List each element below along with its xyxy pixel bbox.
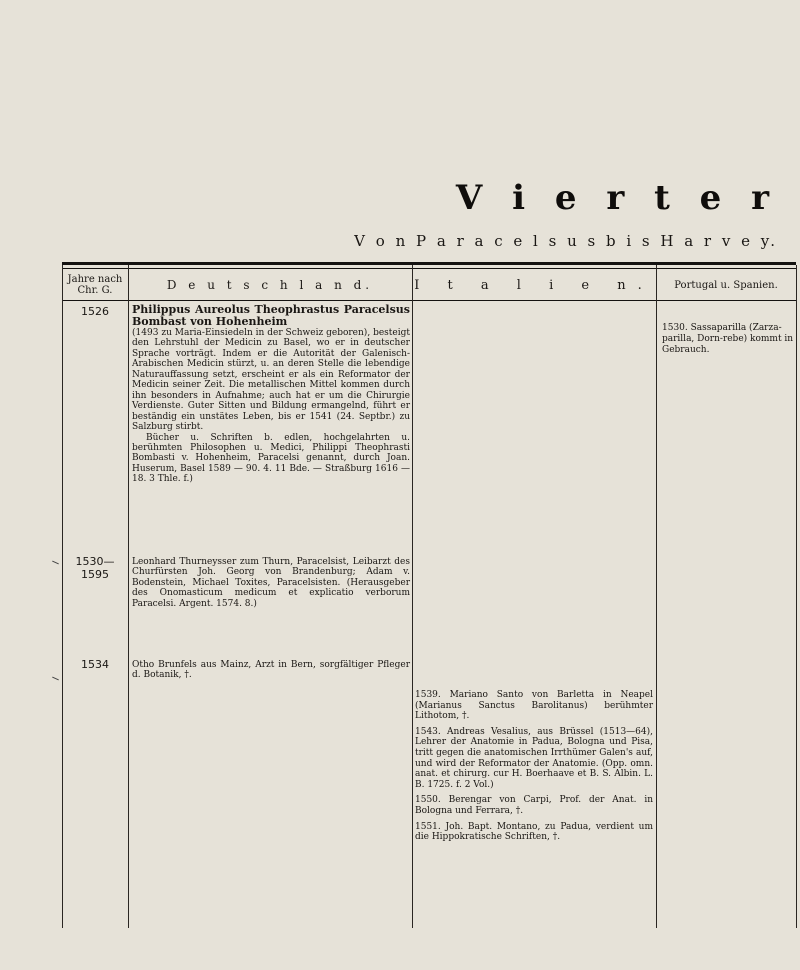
column-divider-left — [62, 265, 63, 928]
entry-text: (1493 zu Maria-Einsiedeln in der Schweiz geboren), besteigt den Lehrstuhl der Medicin zu Basel, wo er in deutscher Sprache vorträgt. Indem er die Autorität der Galenisch-Arabischen Medicin stürzt, u. an deren Stelle die lebendige Naturauffassung setzt, erscheint er als ein Reformator der Medicin seiner Zeit. Die metallischen Mittel kommen durch ihn besonders in Aufnahme; auch hat er um die Chirurgie Verdienste. Guter Sitten und Bildung ermangelnd, führt er beständig ein unstätes Leben, bis er 1541 (24. Septbr.) zu Salzburg stirbt. — [132, 328, 410, 433]
column-divider-right — [796, 265, 797, 928]
column-header-years: Jahre nach Chr. G. — [67, 274, 123, 296]
column-header-germany: D e u t s c h l a n d. — [166, 277, 374, 292]
entry-bibliography: Bücher u. Schriften b. edlen, hochgelahrten u. berühmten Philosophen u. Medici, Philippi Theophrasti Bombasti v. Hohenheim, Paracelsi genannt, durch Joan. Huserum, Basel 1589 — 90. 4. 11 Bde. — Straßburg 1616 — 18. 3 Thle. f.) — [132, 432, 410, 485]
top-rule-thin — [62, 268, 796, 269]
italy-entry: 1551. Joh. Bapt. Montano, zu Padua, verdient um die Hippokratische Schriften, †. — [415, 821, 653, 843]
header-rule — [62, 300, 796, 301]
chapter-heading: V i e r t e r — [455, 178, 778, 218]
margin-mark — [52, 561, 59, 565]
top-rule-thick — [62, 262, 796, 265]
margin-mark — [52, 677, 59, 681]
person-name: Philippus Aureolus Theophrastus Paracelsus Bombast von Hohenheim — [132, 303, 410, 328]
column-divider-italy — [656, 265, 657, 928]
chapter-subheading: V o n P a r a c e l s u s b i s H a r v e y. — [354, 232, 778, 250]
column-header-portugal: Portugal u. Spanien. — [674, 279, 778, 291]
entry-thurneysser — [132, 557, 410, 609]
entry-text: Leonhard Thurneysser zum Thurn, Paracelsist, Leibarzt des Churfürsten Joh. Georg von Brandenburg; Adam v. Bodenstein, Michael Toxites, Paracelsisten. (Herausgeber des Onomasticum medicum et explicatio verborum Paracelsi. Argent. 1574. 8.) — [132, 557, 410, 609]
entry-brunfels — [132, 660, 410, 681]
entry-paracelsus — [132, 304, 410, 485]
entry-text: Otho Brunfels aus Mainz, Arzt in Bern, sorgfältiger Pfleger d. Botanik, †. — [132, 660, 410, 681]
italy-entry: 1539. Mariano Santo von Barletta in Neapel (Marianus Sanctus Barolitanus) berühmter Lithotom, †. — [415, 690, 653, 722]
entry-sassaparilla: 1530. Sassaparilla (Zarza-parilla, Dorn-rebe) kommt in Gebrauch. — [662, 323, 794, 355]
column-divider-years — [128, 265, 129, 928]
column-divider-germany — [412, 265, 413, 928]
year-entry: 1534 — [81, 658, 109, 671]
year-entry: 1530—1595 — [75, 555, 115, 581]
italy-entries — [415, 690, 653, 848]
italy-entry: 1543. Andreas Vesalius, aus Brüssel (1513—64), Lehrer der Anatomie in Padua, Bologna und Pisa, tritt gegen die anatomischen Irrthümer Galen's auf, und wird der Reformator der Anatomie. (Opp. omn. anat. et chirurg. cur H. Boerhaave et B. S. Albin. L. B. 1725. f. 2 Vol.) — [415, 726, 653, 790]
year-entry: 1526 — [81, 305, 109, 318]
column-header-italy: I t a l i e n. — [414, 277, 654, 293]
italy-entry: 1550. Berengar von Carpi, Prof. der Anat. in Bologna und Ferrara, †. — [415, 795, 653, 816]
